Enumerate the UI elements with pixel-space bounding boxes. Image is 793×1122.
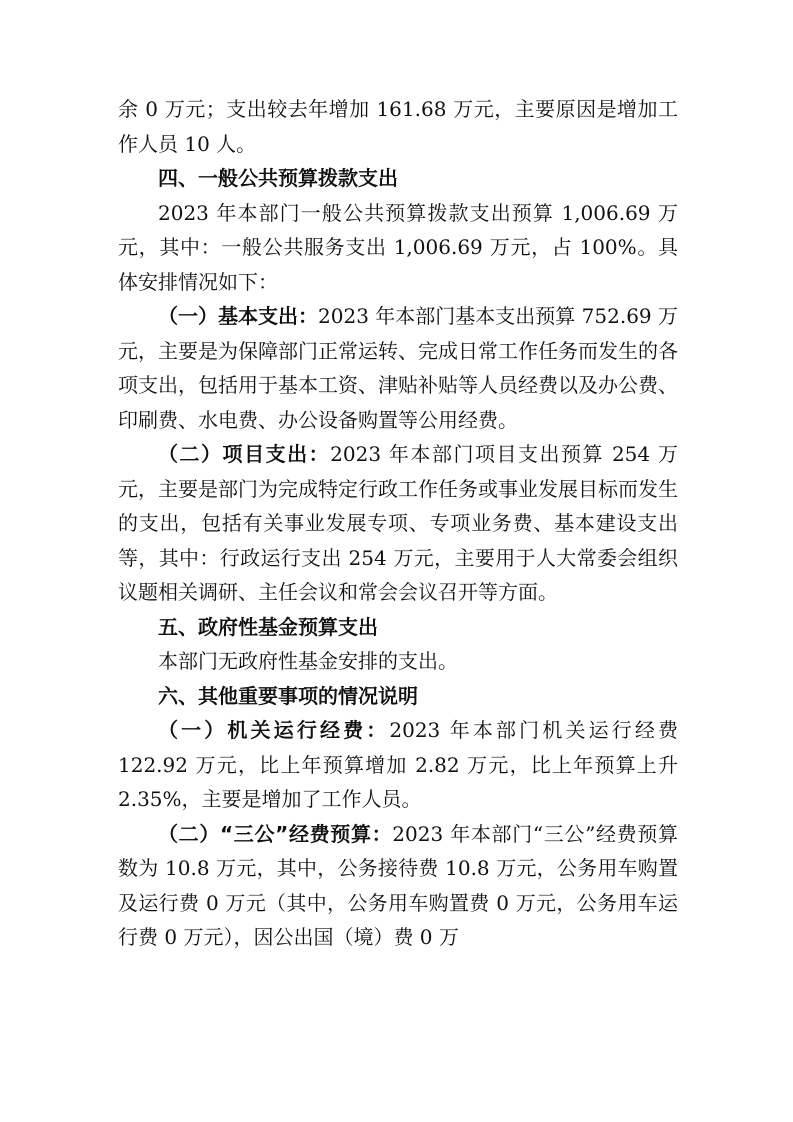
paragraph-intro-continued: 余 0 万元；支出较去年增加 161.68 万元，主要原因是增加工作人员 10 人。 [118,97,678,156]
text-three-public: 2023 年本部门“三公”经费预算数为 10.8 万元，其中，公务接待费 10.8 万元，公务用车购置及运行费 0 万元（其中，公务用车购置费 0 万元，公务用车运行费 0 万元），因公出国（境）费 0 万 [118,821,678,949]
paragraph-gov-fund: 本部门无政府性基金安排的支出。 [158,649,458,673]
text-basic-expenditure: 2023 年本部门基本支出预算 752.69 万元，主要是为保障部门正常运转、完成日常工作任务而发生的各项支出，包括用于基本工资、津贴补贴等人员经费以及办公费、印刷费、水电费、办公设备购置等公用经费。 [118,304,679,432]
section-heading-6: 六、其他重要事项的情况说明 [158,683,418,708]
label-three-public: （二）“三公”经费预算： [158,821,393,846]
paragraph-three-public [118,817,678,955]
document-body [118,92,678,955]
text-operating-cost: 2023 年本部门机关运行经费 122.92 万元，比上年预算增加 2.82 万元，比上年预算上升 2.35%，主要是增加了工作人员。 [118,718,678,811]
text-project-expenditure: 2023 年本部门项目支出预算 254 万元，主要是部门为完成特定行政工作任务或事业发展目标而发生的支出，包括有关事业发展专项、专项业务费、基本建设支出等，其中：行政运行支出 254 万元，主要用于人大常委会组织议题相关调研、主任会议和常会会议召开等方面。 [118,442,678,604]
paragraph-general-budget: 2023 年本部门一般公共预算拨款支出预算 1,006.69 万元，其中：一般公共服务支出 1,006.69 万元，占 100%。具体安排情况如下： [118,200,678,294]
paragraph-operating-cost [118,713,678,817]
section-heading-5: 五、政府性基金预算支出 [158,614,378,639]
paragraph-basic-expenditure [118,299,678,437]
section-heading-4: 四、一般公共预算拨款支出 [158,166,398,190]
paragraph-project-expenditure [118,437,678,610]
label-operating-cost: （一）机关运行经费： [158,718,390,742]
label-project-expenditure: （二）项目支出： [158,442,331,466]
label-basic-expenditure: （一）基本支出： [158,304,319,328]
